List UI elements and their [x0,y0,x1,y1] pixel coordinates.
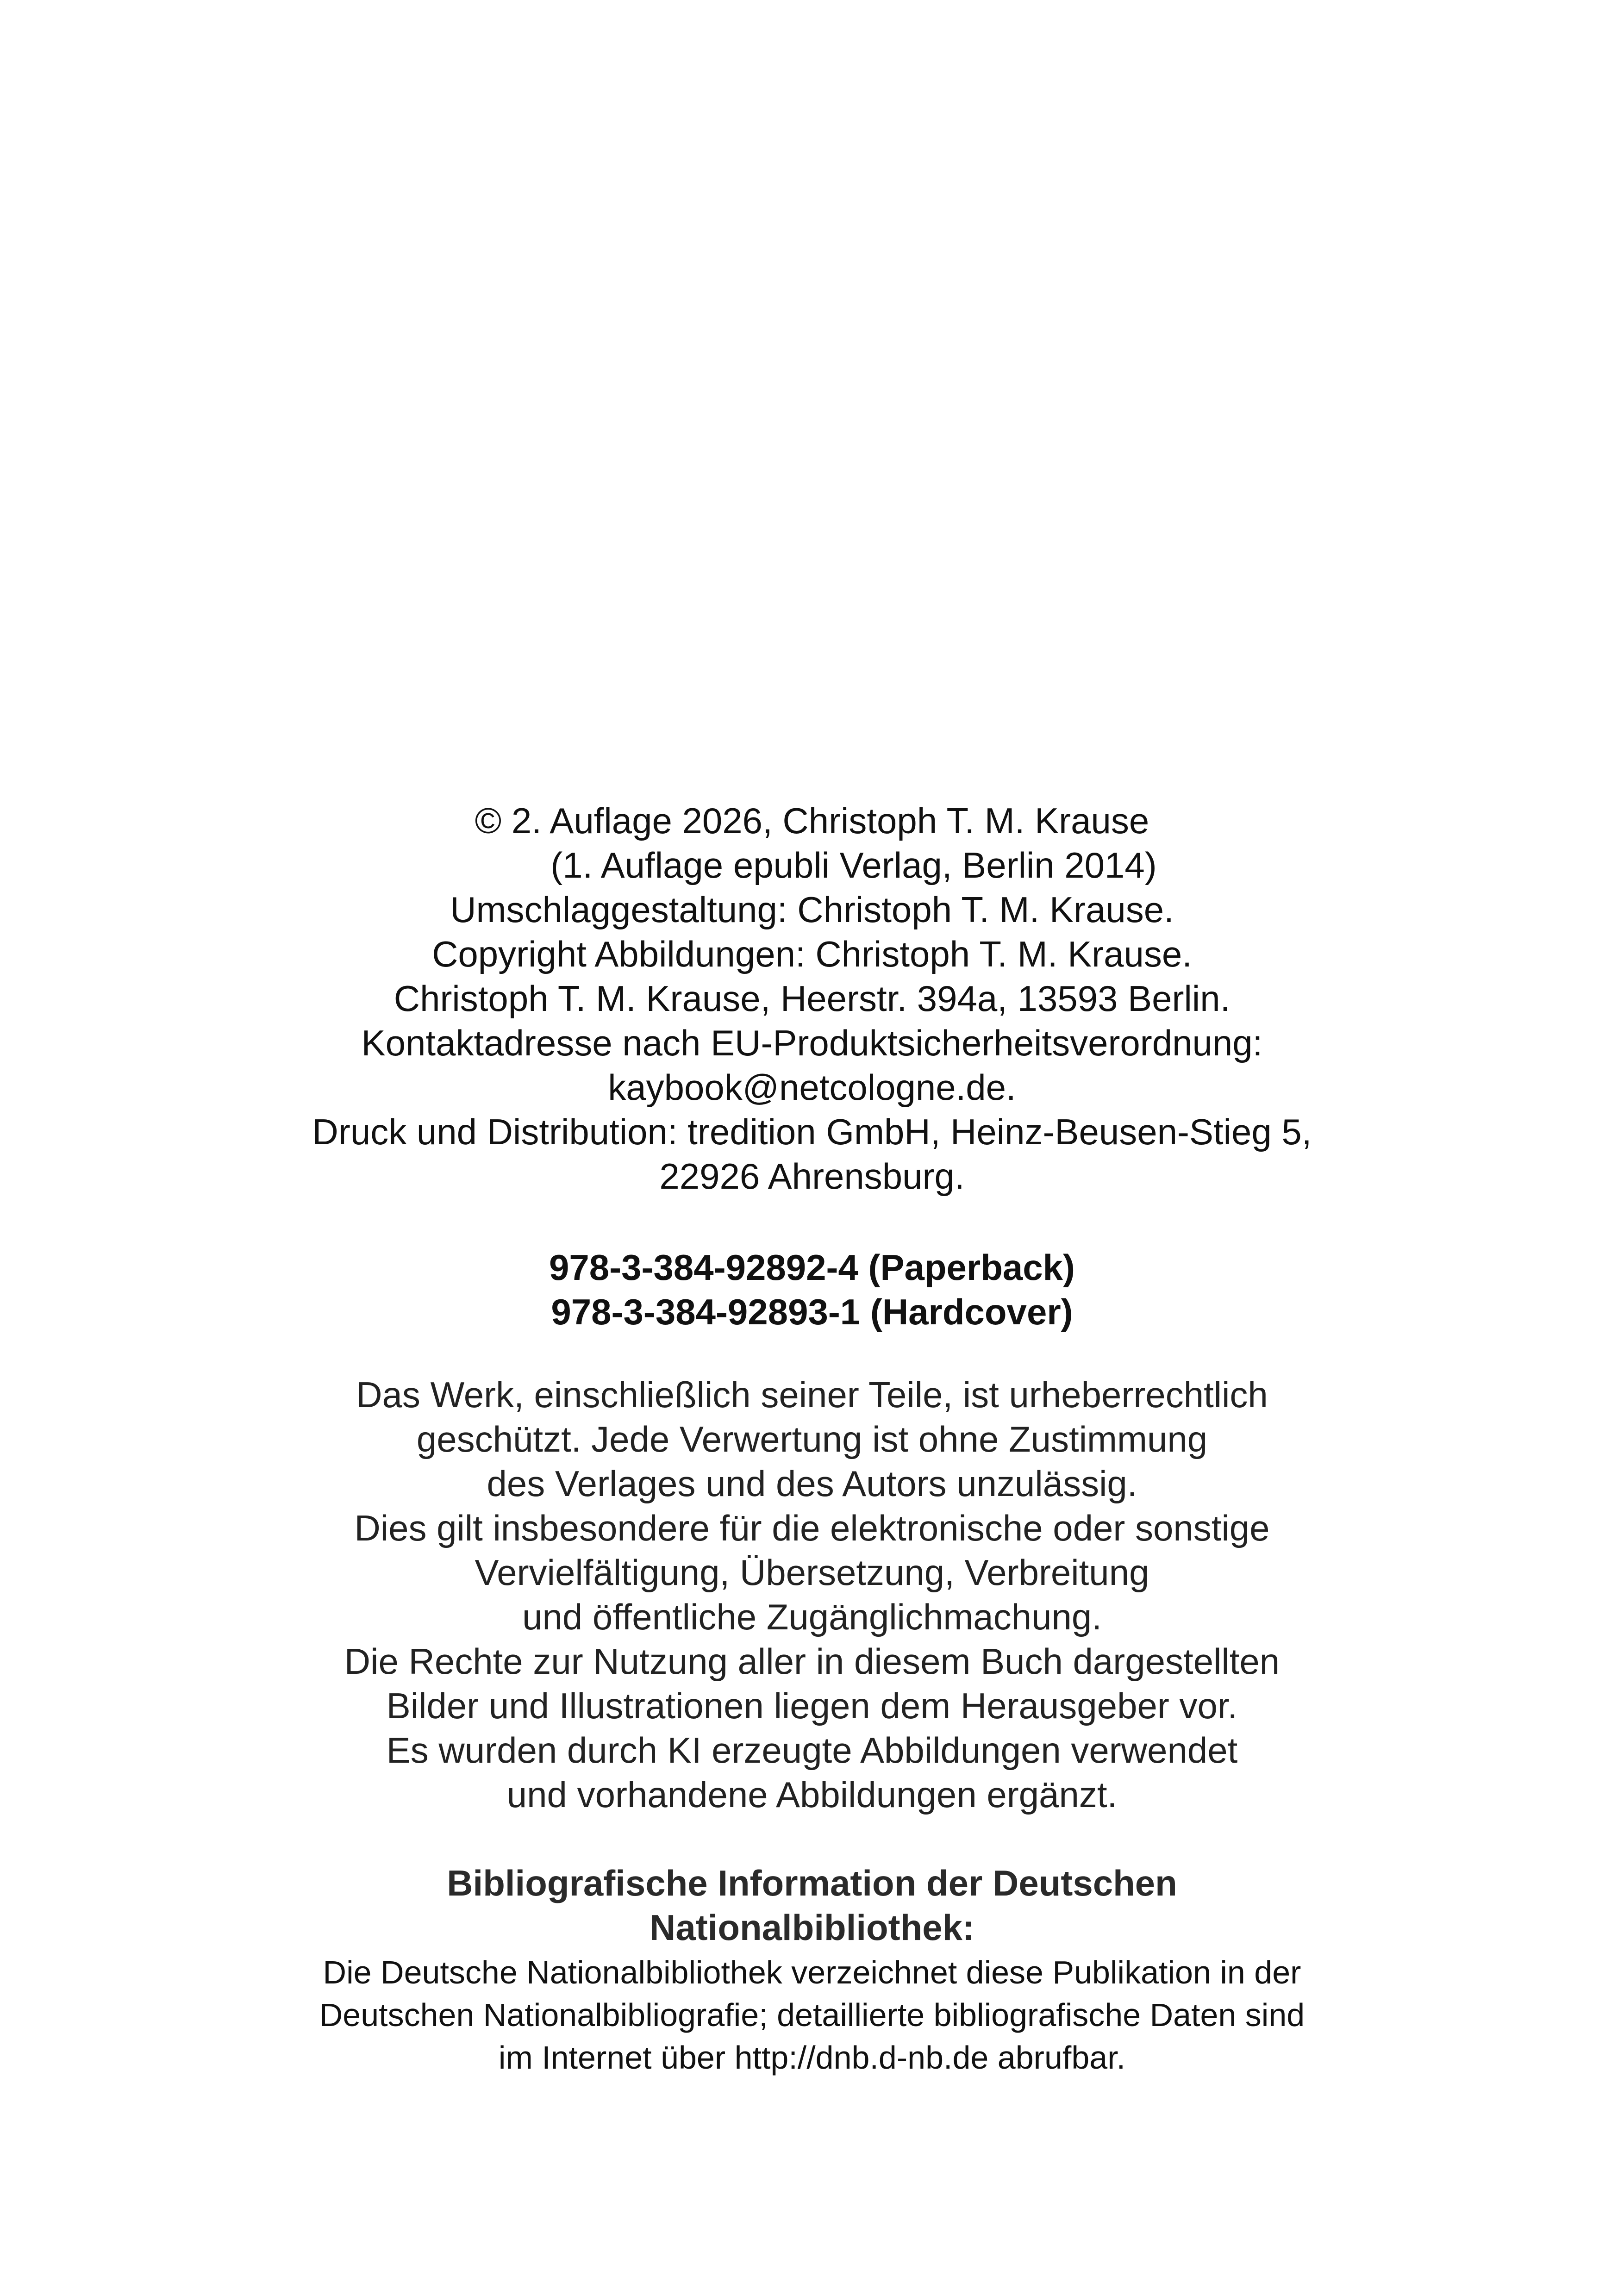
rights-notice-block [0,1372,1624,1817]
rights-line: des Verlages und des Autors unzulässig. [487,1463,1137,1504]
rights-line: Vervielfältigung, Übersetzung, Verbreitung [475,1552,1149,1593]
isbn-block [0,1245,1624,1334]
rights-line: und vorhandene Abbildungen ergänzt. [506,1774,1118,1815]
bibliography-text [0,1951,1624,2079]
rights-line: Bilder und Illustrationen liegen dem Herausgeber vor. [386,1685,1238,1726]
imprint-contact-label-line: Kontaktadresse nach EU-Produktsicherheitsverordnung: [361,1023,1263,1063]
rights-line: Die Rechte zur Nutzung aller in diesem Buch dargestellten [344,1641,1280,1682]
isbn-hardcover: 978-3-384-92893-1 (Hardcover) [551,1291,1073,1332]
rights-line: und öffentliche Zugänglichmachung. [522,1597,1102,1637]
bibliography-heading-line: Nationalbibliothek: [650,1907,974,1948]
bibliography-text-line: Die Deutsche Nationalbibliothek verzeichnet diese Publikation in der [323,1954,1301,1990]
bibliography-heading-line: Bibliografische Information der Deutschen [447,1863,1177,1903]
rights-line: Es wurden durch KI erzeugte Abbildungen verwendet [386,1730,1238,1771]
rights-line: geschützt. Jede Verwertung ist ohne Zustimmung [416,1419,1208,1459]
rights-line: Dies gilt insbesondere für die elektronische oder sonstige [354,1508,1270,1548]
imprint-edition-line: © 2. Auflage 2026, Christoph T. M. Krause [475,800,1149,841]
imprint-distribution-line: Druck und Distribution: tredition GmbH, Heinz-Beusen-Stieg 5, [312,1111,1312,1152]
imprint-address-line: Christoph T. M. Krause, Heerstr. 394a, 13593 Berlin. [394,978,1230,1019]
bibliography-text-line: Deutschen Nationalbibliografie; detaillierte bibliografische Daten sind [319,1997,1305,2033]
rights-line: Das Werk, einschließlich seiner Teile, ist urheberrechtlich [356,1374,1268,1415]
imprint-illustration-copyright-line: Copyright Abbildungen: Christoph T. M. Krause. [432,934,1192,974]
imprint-first-edition-line: (1. Auflage epubli Verlag, Berlin 2014) [550,845,1157,886]
imprint-email-line: kaybook@netcologne.de. [608,1067,1016,1108]
bibliography-text-line: im Internet über http://dnb.d-nb.de abrufbar. [498,2039,1126,2076]
isbn-paperback: 978-3-384-92892-4 (Paperback) [549,1247,1075,1288]
bibliography-heading [0,1861,1624,1950]
imprint-cover-design-line: Umschlaggestaltung: Christoph T. M. Krause. [450,889,1174,930]
imprint-distribution-city-line: 22926 Ahrensburg. [659,1156,965,1197]
imprint-block [0,798,1624,1198]
